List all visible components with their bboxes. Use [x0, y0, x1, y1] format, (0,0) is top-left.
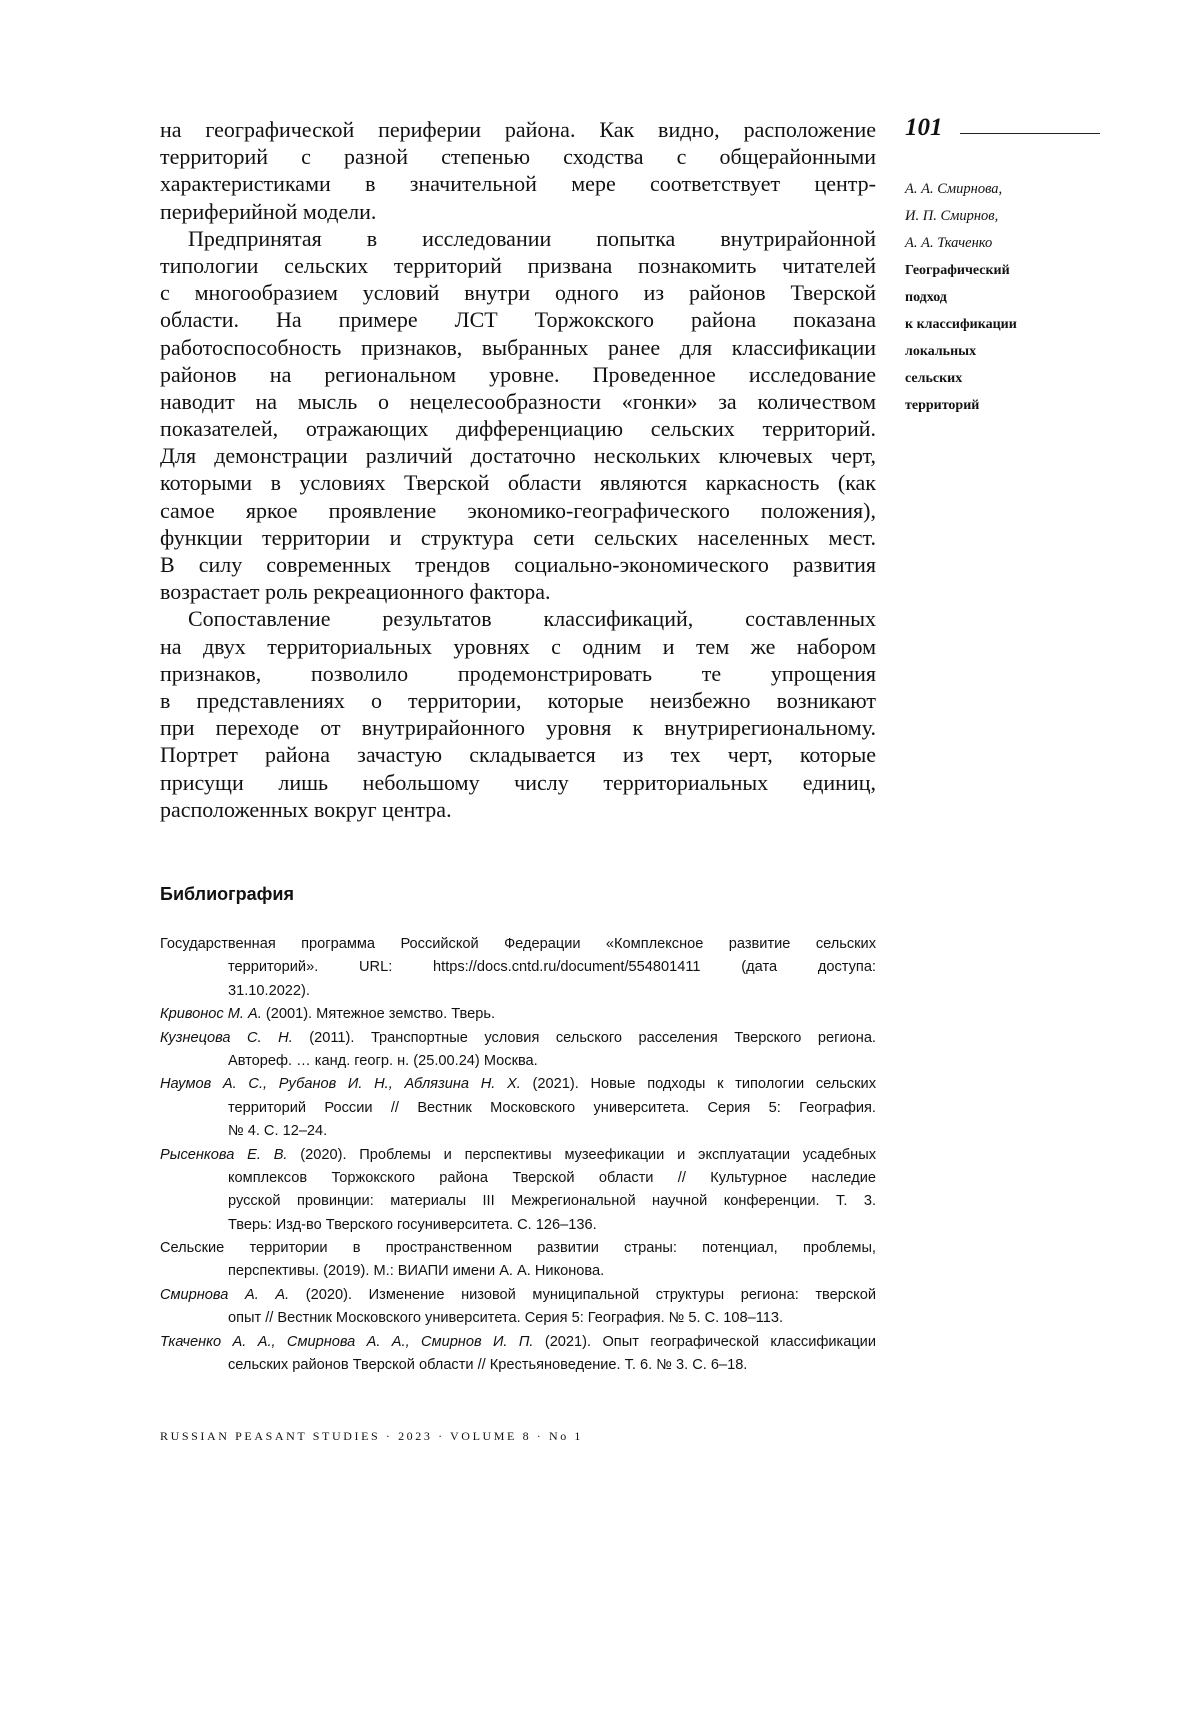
- bibliography-entry: [160, 1237, 876, 1284]
- sidebar-author: А. А. Ткаченко: [905, 230, 1017, 257]
- entry-text: (2020). Изменение низовой муниципальной структуры региона: тверской: [289, 1287, 876, 1303]
- text-line: расположенных вокруг центра.: [160, 796, 876, 823]
- text-line: Для демонстрации различий достаточно нескольких ключевых черт,: [160, 442, 876, 469]
- journal-footer: RUSSIAN PEASANT STUDIES · 2023 · VOLUME 8 · No 1: [160, 1429, 583, 1444]
- paragraph: [160, 116, 876, 225]
- text-line: работоспособность признаков, выбранных ранее для классификации: [160, 334, 876, 361]
- entry-first-line: [160, 933, 876, 956]
- sidebar-title-line: локальных: [905, 338, 1017, 365]
- sidebar-title-line: сельских: [905, 365, 1017, 392]
- entry-continuation-line: № 4. С. 12–24.: [160, 1120, 876, 1143]
- text-line: В силу современных трендов социально-экономического развития: [160, 551, 876, 578]
- entry-continuation-line: перспективы. (2019). М.: ВИАПИ имени А. А. Никонова.: [160, 1260, 876, 1283]
- text-line: при переходе от внутрирайонного уровня к внутрирегиональному.: [160, 714, 876, 741]
- text-line: наводит на мысль о нецелесообразности «гонки» за количеством: [160, 388, 876, 415]
- bibliography-entry: [160, 1284, 876, 1331]
- bibliography-entry: [160, 1027, 876, 1074]
- entry-first-line: [160, 1027, 876, 1050]
- paragraph: [160, 605, 876, 823]
- entry-text: (2021). Новые подходы к типологии сельских: [521, 1076, 876, 1092]
- entry-first-line: [160, 1003, 876, 1026]
- text-line: территорий с разной степенью сходства с общерайонными: [160, 143, 876, 170]
- entry-continuation-line: сельских районов Тверской области // Крестьяноведение. Т. 6. № 3. С. 6–18.: [160, 1354, 876, 1377]
- entry-text: (2001). Мятежное земство. Тверь.: [262, 1006, 495, 1022]
- entry-first-line: [160, 1073, 876, 1096]
- entry-author: Ткаченко А. А., Смирнова А. А., Смирнов И. П.: [160, 1334, 533, 1350]
- text-line: функции территории и структура сети сельских населенных мест.: [160, 524, 876, 551]
- body-text: [160, 116, 876, 823]
- text-line: на двух территориальных уровнях с одним и тем же набором: [160, 633, 876, 660]
- text-line: признаков, позволило продемонстрировать те упрощения: [160, 660, 876, 687]
- entry-continuation-line: опыт // Вестник Московского университета. Серия 5: География. № 5. С. 108–113.: [160, 1307, 876, 1330]
- entry-text: Сельские территории в пространственном развитии страны: потенциал, проблемы,: [160, 1240, 876, 1256]
- text-line: Портрет района зачастую складывается из тех черт, которые: [160, 741, 876, 768]
- entry-continuation-line: территорий». URL: https://docs.cntd.ru/document/554801411 (дата доступа:: [160, 956, 876, 979]
- header-rule: [960, 133, 1100, 134]
- entry-text: (2020). Проблемы и перспективы музеефикации и эксплуатации усадебных: [287, 1147, 876, 1163]
- text-line: на географической периферии района. Как видно, расположение: [160, 116, 876, 143]
- text-line: самое яркое проявление экономико-географического положения),: [160, 497, 876, 524]
- entry-author: Смирнова А. А.: [160, 1287, 289, 1303]
- text-line: области. На примере ЛСТ Торжокского района показана: [160, 306, 876, 333]
- entry-author: Кузнецова С. Н.: [160, 1030, 293, 1046]
- bibliography-entry: [160, 933, 876, 1003]
- bibliography-entry: [160, 1003, 876, 1026]
- bibliography-entry: [160, 1331, 876, 1378]
- entry-continuation-line: Тверь: Изд-во Тверского госуниверситета. С. 126–136.: [160, 1214, 876, 1237]
- entry-text: (2021). Опыт географической классификации: [533, 1334, 876, 1350]
- text-line: периферийной модели.: [160, 198, 876, 225]
- entry-continuation-line: русской провинции: материалы III Межрегиональной научной конференции. Т. 3.: [160, 1190, 876, 1213]
- text-line: районов на региональном уровне. Проведенное исследование: [160, 361, 876, 388]
- entry-first-line: [160, 1331, 876, 1354]
- bibliography-entry: [160, 1144, 876, 1238]
- sidebar-author: А. А. Смирнова,: [905, 176, 1017, 203]
- sidebar-title-line: Географический: [905, 257, 1017, 284]
- text-line: присущи лишь небольшому числу территориальных единиц,: [160, 769, 876, 796]
- entry-continuation-line: 31.10.2022).: [160, 980, 876, 1003]
- text-line: характеристиками в значительной мере соответствует центр-: [160, 170, 876, 197]
- entry-continuation-line: территорий России // Вестник Московского университета. Серия 5: География.: [160, 1097, 876, 1120]
- sidebar-title-line: к классификации: [905, 311, 1017, 338]
- entry-first-line: [160, 1144, 876, 1167]
- bibliography-entry: [160, 1073, 876, 1143]
- page-number: 101: [905, 114, 943, 142]
- text-line: показателей, отражающих дифференциацию сельских территорий.: [160, 415, 876, 442]
- sidebar-author: И. П. Смирнов,: [905, 203, 1017, 230]
- entry-author: Наумов А. С., Рубанов И. Н., Аблязина Н. Х.: [160, 1076, 521, 1092]
- entry-author: Кривонос М. А.: [160, 1006, 262, 1022]
- bibliography-heading: Библиография: [160, 884, 294, 905]
- sidebar-title-line: территорий: [905, 392, 1017, 419]
- running-sidebar: [905, 176, 1017, 419]
- entry-text: Государственная программа Российской Федерации «Комплексное развитие сельских: [160, 936, 876, 952]
- text-line: которыми в условиях Тверской области являются каркасность (как: [160, 469, 876, 496]
- entry-text: (2011). Транспортные условия сельского расселения Тверского региона.: [293, 1030, 876, 1046]
- sidebar-title-line: подход: [905, 284, 1017, 311]
- paragraph: [160, 225, 876, 606]
- entry-continuation-line: Автореф. … канд. геогр. н. (25.00.24) Москва.: [160, 1050, 876, 1073]
- entry-author: Рысенкова Е. В.: [160, 1147, 287, 1163]
- entry-continuation-line: комплексов Торжокского района Тверской области // Культурное наследие: [160, 1167, 876, 1190]
- text-line: возрастает роль рекреационного фактора.: [160, 578, 876, 605]
- text-line: Сопоставление результатов классификаций, составленных: [160, 605, 876, 632]
- entry-first-line: [160, 1284, 876, 1307]
- text-line: типологии сельских территорий призвана познакомить читателей: [160, 252, 876, 279]
- text-line: с многообразием условий внутри одного из районов Тверской: [160, 279, 876, 306]
- text-line: Предпринятая в исследовании попытка внутрирайонной: [160, 225, 876, 252]
- bibliography-list: [160, 933, 876, 1377]
- text-line: в представлениях о территории, которые неизбежно возникают: [160, 687, 876, 714]
- entry-first-line: [160, 1237, 876, 1260]
